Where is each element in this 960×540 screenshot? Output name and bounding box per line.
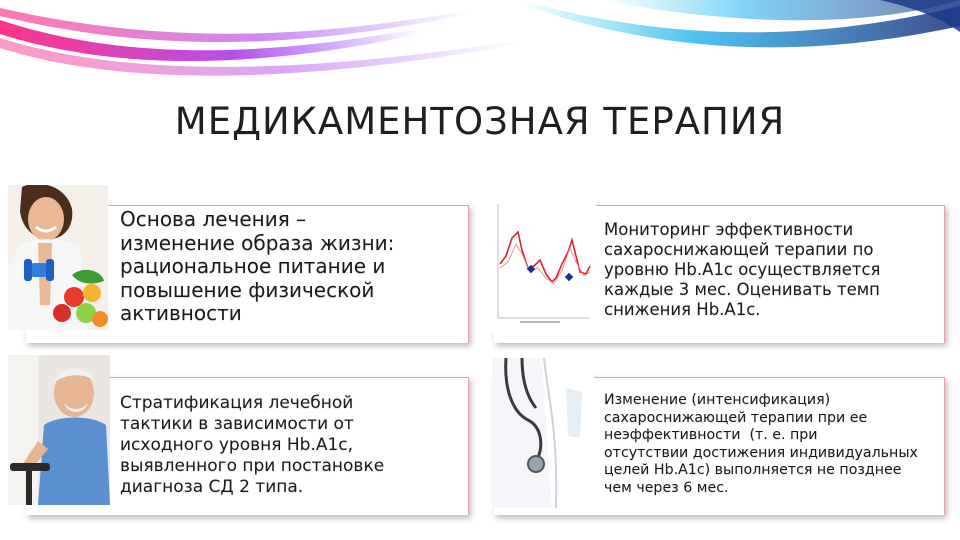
text-line: рациональное питание и bbox=[120, 254, 386, 278]
card-lifestyle-text bbox=[120, 208, 460, 326]
slide-title: МЕДИКАМЕНТОЗНАЯ ТЕРАПИЯ bbox=[174, 100, 786, 143]
text-line: тактики в зависимости от bbox=[120, 414, 354, 434]
text-line: уровню Hb.A1c осуществляется bbox=[604, 260, 881, 279]
text-line: Изменение (интенсификация) bbox=[604, 392, 831, 408]
text-line: сахароснижающей терапии при ее bbox=[604, 409, 868, 426]
text-line: выявленного при постановке bbox=[120, 456, 385, 476]
text-line: активности bbox=[120, 301, 242, 325]
text-line: снижения Hb.A1c. bbox=[604, 300, 761, 319]
doctor-stethoscope-photo bbox=[492, 358, 594, 508]
text-line: исходного уровня Hb.A1c, bbox=[120, 435, 354, 455]
text-line: диагноза СД 2 типа. bbox=[120, 477, 304, 497]
text-line: каждые 3 мес. Оценивать темп bbox=[604, 280, 880, 299]
card-stratification-text bbox=[120, 393, 460, 498]
decorative-ribbons bbox=[0, 0, 960, 100]
text-line: Основа лечения – bbox=[120, 207, 307, 231]
text-line: Стратификация лечебной bbox=[120, 393, 354, 413]
text-line: чем через 6 мес. bbox=[604, 479, 729, 496]
text-line: неэффективности (т. е. при bbox=[604, 427, 818, 443]
elderly-man-exercise-photo bbox=[8, 355, 110, 505]
woman-dumbbell-vegetables-photo bbox=[8, 185, 108, 330]
text-line: Мониторинг эффективности bbox=[604, 220, 854, 239]
glucose-chart-image bbox=[490, 194, 596, 334]
text-line: повышение физической bbox=[120, 277, 375, 302]
text-line: отсутствии достижения индивидуальных bbox=[604, 444, 918, 461]
text-line: целей Hb.A1c) выполняется не позднее bbox=[604, 462, 902, 478]
text-line: изменение образа жизни: bbox=[120, 230, 395, 255]
text-line: сахароснижающей терапии по bbox=[604, 240, 874, 259]
card-intensification-text bbox=[604, 392, 940, 497]
card-monitoring-text bbox=[604, 220, 940, 320]
